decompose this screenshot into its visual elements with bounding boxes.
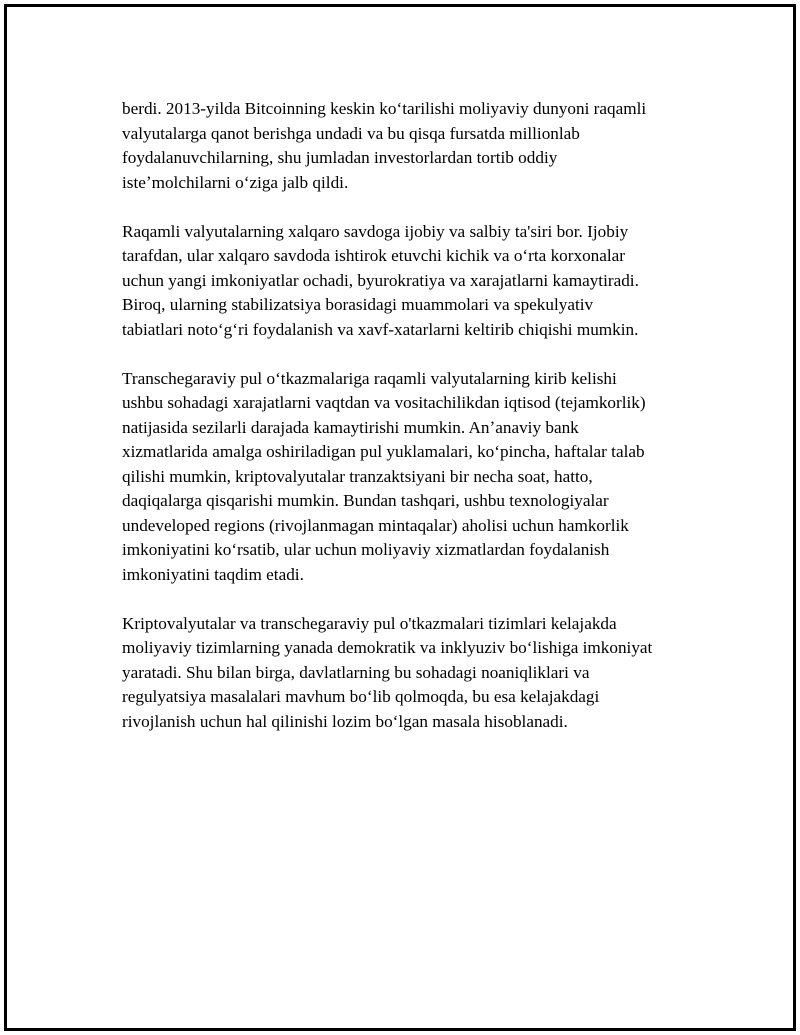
text-line: ushbu sohadagi xarajatlarni vaqtdan va vositachilikdan iqtisod (tejamkorlik) (122, 393, 646, 412)
page-content (122, 97, 702, 759)
text-line: berdi. 2013-yilda Bitcoinning keskin koʻtarilishi moliyaviy dunyoni raqamli (122, 99, 647, 118)
text-line: rivojlanish uchun hal qilinishi lozim boʻlgan masala hisoblanadi. (122, 711, 568, 731)
text-line: Biroq, ularning stabilizatsiya borasidagi muammolari va spekulyativ (122, 295, 594, 314)
text-line: uchun yangi imkoniyatlar ochadi, byurokratiya va xarajatlarni kamaytiradi. (122, 270, 639, 290)
text-line: Transchegaraviy pul oʻtkazmalariga raqamli valyutalarning kirib kelishi (122, 368, 617, 388)
text-line: yaratadi. Shu bilan birga, davlatlarning bu sohadagi noaniqliklari va (122, 662, 590, 682)
text-line: Kriptovalyutalar va transchegaraviy pul o'tkazmalari tizimlari kelajakda (122, 613, 617, 633)
paragraph-cross-border-transfers (122, 367, 702, 588)
text-line: imkoniyatini taqdim etadi. (122, 564, 304, 584)
text-line: qilishi mumkin, kriptovalyutalar tranzaktsiyani bir necha soat, hatto, (122, 466, 593, 486)
text-line: natijasida sezilarli darajada kamaytirishi mumkin. Anʼanaviy bank (122, 417, 579, 437)
paragraph-trade-impact (122, 220, 702, 343)
text-line: daqiqalarga qisqarishi mumkin. Bundan tashqari, ushbu texnologiyalar (122, 491, 609, 510)
paragraph-bitcoin-rise (122, 97, 702, 195)
text-line: Raqamli valyutalarning xalqaro savdoga ijobiy va salbiy ta'siri bor. Ijobiy (122, 221, 629, 241)
text-line: foydalanuvchilarning, shu jumladan investorlardan tortib oddiy (122, 148, 558, 167)
paragraph-conclusion (122, 612, 702, 735)
text-line: tarafdan, ular xalqaro savdoda ishtirok etuvchi kichik va oʻrta korxonalar (122, 246, 626, 265)
text-line: moliyaviy tizimlarning yanada demokratik va inklyuziv boʻlishiga imkoniyat (122, 638, 653, 657)
text-line: regulyatsiya masalalari mavhum boʻlib qolmoqda, bu esa kelajakdagi (122, 687, 600, 706)
text-line: tabiatlari notoʻgʻri foydalanish va xavf-xatarlarni keltirib chiqishi mumkin. (122, 319, 639, 339)
text-line: imkoniyatini koʻrsatib, ular uchun moliyaviy xizmatlardan foydalanish (122, 540, 610, 559)
page-frame (4, 4, 796, 1031)
text-line: valyutalarga qanot berishga undadi va bu qisqa fursatda millionlab (122, 123, 580, 143)
text-line: undeveloped regions (rivojlanmagan mintaqalar) aholisi uchun hamkorlik (122, 515, 629, 535)
text-line: isteʼmolchilarni oʻziga jalb qildi. (122, 172, 349, 192)
text-line: xizmatlarida amalga oshiriladigan pul yuklamalari, koʻpincha, haftalar talab (122, 442, 645, 461)
